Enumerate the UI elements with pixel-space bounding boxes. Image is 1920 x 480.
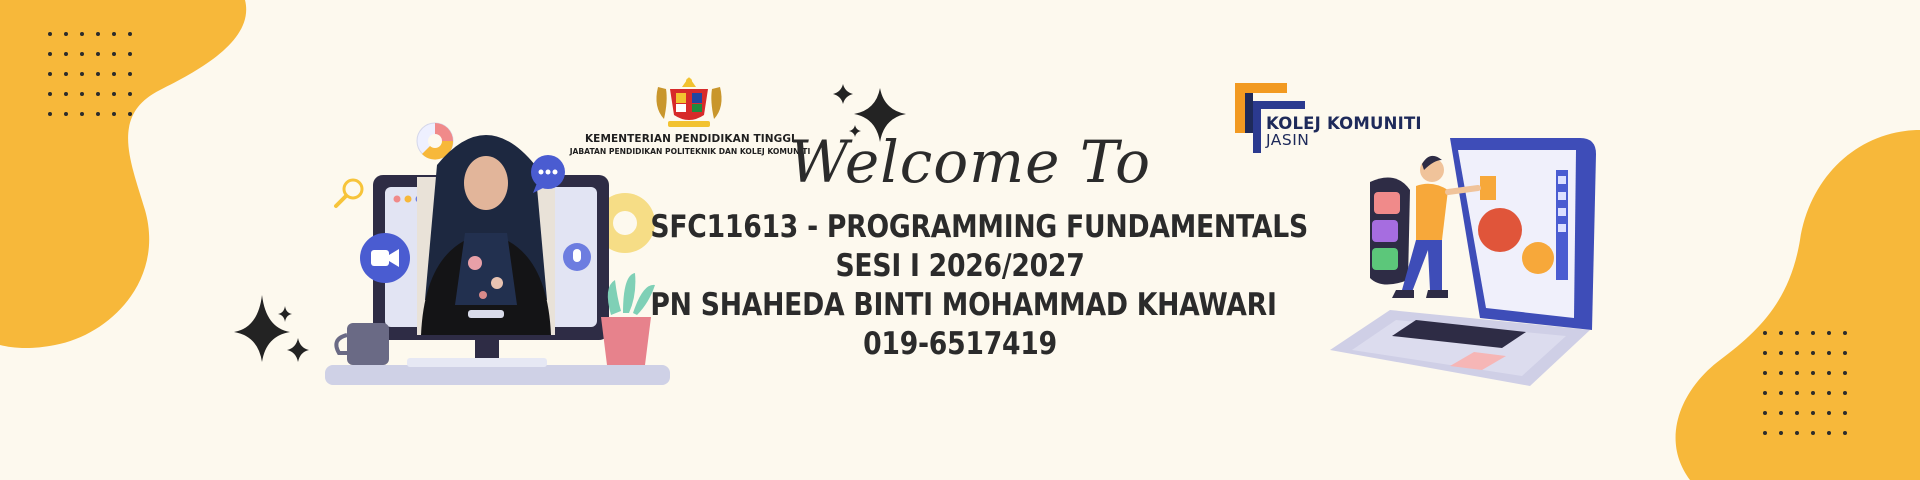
sparkle-left-large	[234, 295, 290, 362]
mug-icon	[336, 323, 389, 365]
course-title: SFC11613 - PROGRAMMING FUNDAMENTALS	[650, 209, 1308, 245]
sparkle-left-small-top	[278, 306, 292, 322]
course-info-block	[600, 208, 1320, 364]
lecturer-name: PN SHAHEDA BINTI MOHAMMAD KHAWARI	[650, 287, 1277, 323]
ministry-name: KEMENTERIAN PENDIDIKAN TINGGI	[584, 133, 796, 145]
dot-pattern-top-left	[48, 32, 132, 116]
monitor-stand	[475, 340, 499, 360]
keyboard	[407, 358, 547, 367]
microphone-icon	[563, 243, 591, 271]
desk	[325, 365, 670, 385]
laptop-developer-illustration	[1330, 130, 1600, 390]
dot-pattern-bottom-right	[1763, 331, 1847, 435]
malaysia-coat-of-arms-icon	[652, 75, 726, 133]
sparkle-top-small	[833, 84, 853, 104]
college-name: KOLEJ KOMUNITI	[1266, 114, 1422, 133]
welcome-heading: Welcome To	[788, 128, 1152, 196]
video-camera-icon	[360, 233, 410, 283]
session-label: SESI I 2026/2027	[835, 248, 1085, 284]
phone-number: 019-6517419	[863, 326, 1057, 362]
sparkle-left-small-bottom	[287, 338, 309, 362]
college-campus: JASIN	[1266, 131, 1310, 150]
department-name: JABATAN PENDIDIKAN POLITEKNIK DAN KOLEJ KOMUNITI	[569, 147, 811, 156]
color-palette-icon	[1370, 178, 1410, 285]
